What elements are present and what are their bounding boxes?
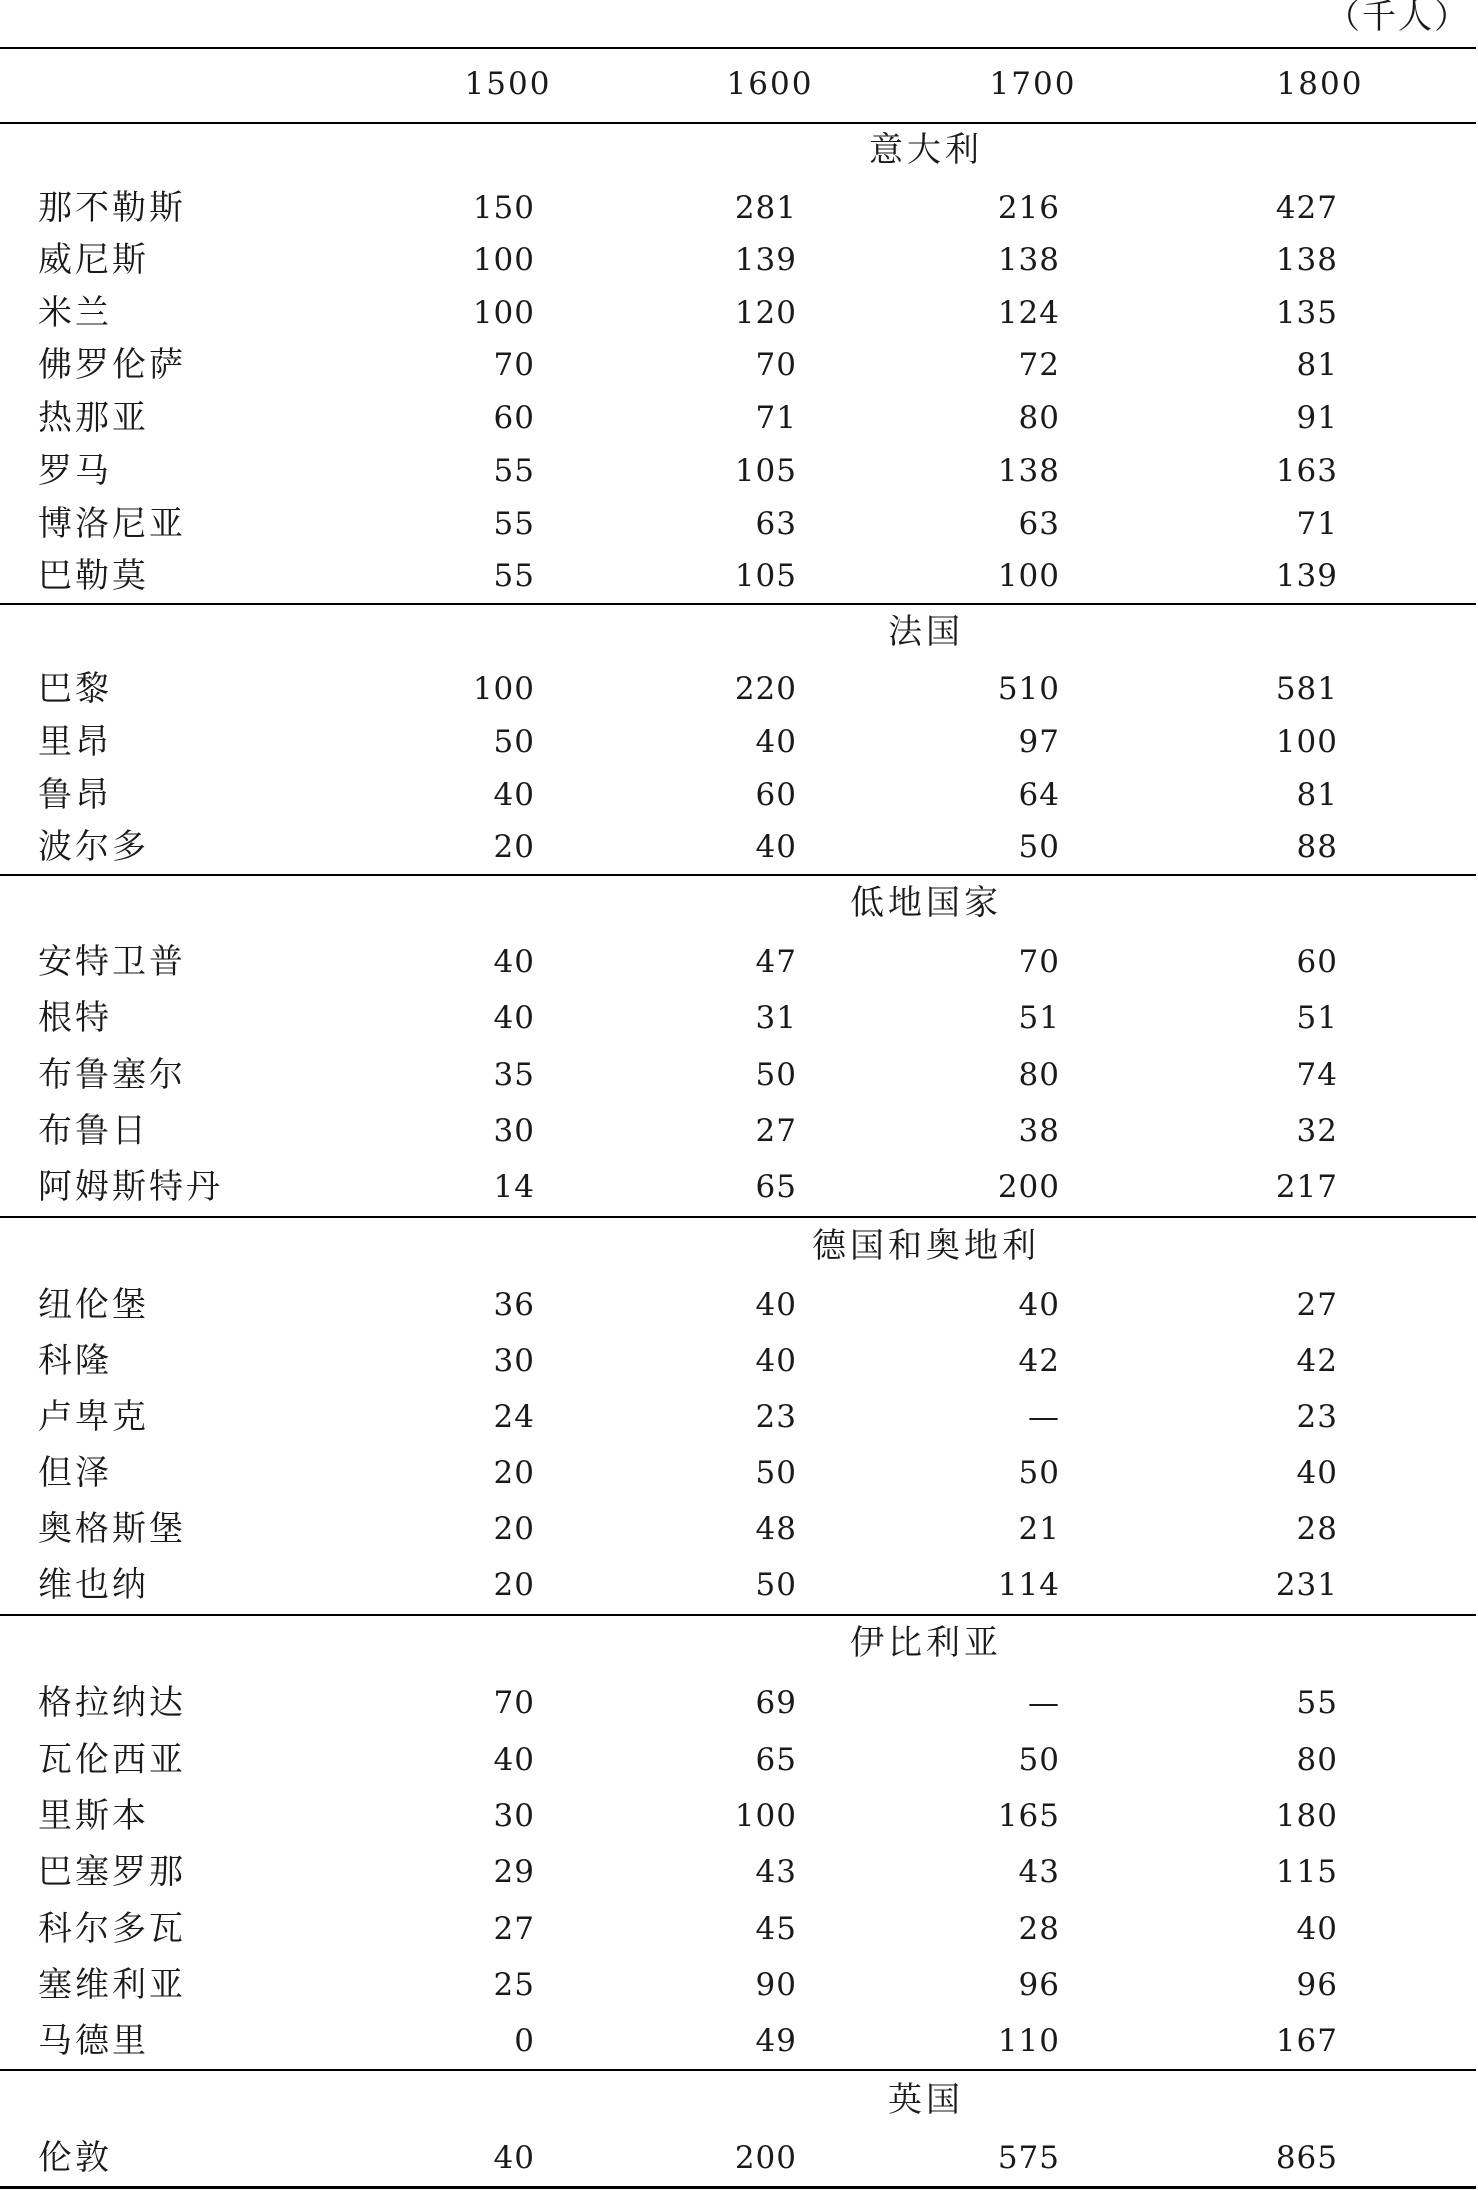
population-value: 96 bbox=[1296, 1967, 1338, 2003]
population-value: 40 bbox=[755, 1287, 797, 1323]
section-heading: 低地国家 bbox=[850, 883, 1002, 923]
column-header: 1600 bbox=[726, 66, 814, 102]
population-value: 97 bbox=[1018, 724, 1060, 760]
population-value: 38 bbox=[1018, 1113, 1060, 1149]
section-heading: 德国和奥地利 bbox=[812, 1226, 1040, 1266]
population-value: 74 bbox=[1296, 1057, 1338, 1093]
population-value: 60 bbox=[1296, 944, 1338, 980]
population-value: 30 bbox=[493, 1113, 535, 1149]
population-value: 150 bbox=[472, 190, 535, 226]
population-value: 45 bbox=[755, 1911, 797, 1947]
population-value: 55 bbox=[1296, 1685, 1338, 1721]
population-value: 120 bbox=[734, 295, 797, 331]
population-value: 100 bbox=[997, 558, 1060, 594]
population-value: 0 bbox=[514, 2023, 535, 2059]
table-rule bbox=[0, 603, 1476, 605]
population-value: 36 bbox=[493, 1287, 535, 1323]
column-header: 1700 bbox=[989, 66, 1077, 102]
population-value: 28 bbox=[1018, 1911, 1060, 1947]
city-name: 科尔多瓦 bbox=[38, 1909, 186, 1949]
section-heading: 伊比利亚 bbox=[850, 1623, 1002, 1663]
city-name: 巴勒莫 bbox=[38, 556, 149, 596]
city-name: 里昂 bbox=[38, 722, 112, 762]
city-name: 那不勒斯 bbox=[38, 188, 186, 228]
city-name: 威尼斯 bbox=[38, 240, 149, 280]
city-name: 里斯本 bbox=[38, 1796, 149, 1836]
city-name: 卢卑克 bbox=[38, 1397, 149, 1437]
population-value: 25 bbox=[493, 1967, 535, 2003]
population-value: 40 bbox=[1296, 1455, 1338, 1491]
population-value: 40 bbox=[1018, 1287, 1060, 1323]
population-value: 96 bbox=[1018, 1967, 1060, 2003]
city-name: 塞维利亚 bbox=[38, 1965, 186, 2005]
population-value: 60 bbox=[755, 777, 797, 813]
city-name: 罗马 bbox=[38, 451, 112, 491]
population-value: 90 bbox=[755, 1967, 797, 2003]
population-value: 865 bbox=[1275, 2140, 1338, 2176]
population-value: 24 bbox=[493, 1399, 535, 1435]
city-name: 伦敦 bbox=[38, 2138, 112, 2178]
population-value: 50 bbox=[1018, 1742, 1060, 1778]
population-value: 43 bbox=[1018, 1854, 1060, 1890]
population-value: 88 bbox=[1296, 829, 1338, 865]
population-value: 81 bbox=[1296, 777, 1338, 813]
population-value: 31 bbox=[755, 1000, 797, 1036]
population-value: 65 bbox=[755, 1742, 797, 1778]
section-heading: 英国 bbox=[888, 2080, 964, 2120]
table-rule bbox=[0, 874, 1476, 876]
column-header: 1500 bbox=[464, 66, 552, 102]
population-value: 220 bbox=[734, 671, 797, 707]
population-value: 14 bbox=[493, 1169, 535, 1205]
city-name: 但泽 bbox=[38, 1453, 112, 1493]
population-value: 91 bbox=[1296, 400, 1338, 436]
population-value: 40 bbox=[493, 944, 535, 980]
population-value: 71 bbox=[1296, 506, 1338, 542]
population-value: 100 bbox=[472, 242, 535, 278]
city-name: 热那亚 bbox=[38, 398, 149, 438]
population-value: 138 bbox=[1275, 242, 1338, 278]
population-value: 69 bbox=[755, 1685, 797, 1721]
population-value: 135 bbox=[1275, 295, 1338, 331]
population-value: 51 bbox=[1296, 1000, 1338, 1036]
population-value: 63 bbox=[755, 506, 797, 542]
population-value: 114 bbox=[997, 1567, 1060, 1603]
population-value: 510 bbox=[997, 671, 1060, 707]
population-value: 40 bbox=[493, 1742, 535, 1778]
table-rule bbox=[0, 1216, 1476, 1218]
population-value: 100 bbox=[1275, 724, 1338, 760]
section-heading: 法国 bbox=[888, 612, 964, 652]
population-value: 43 bbox=[755, 1854, 797, 1890]
city-name: 马德里 bbox=[38, 2021, 149, 2061]
population-value: 27 bbox=[493, 1911, 535, 1947]
population-value: 50 bbox=[755, 1567, 797, 1603]
population-value: 40 bbox=[1296, 1911, 1338, 1947]
city-name: 波尔多 bbox=[38, 827, 149, 867]
population-value: 105 bbox=[734, 558, 797, 594]
section-heading: 意大利 bbox=[869, 130, 983, 170]
population-value: 30 bbox=[493, 1798, 535, 1834]
city-name: 博洛尼亚 bbox=[38, 504, 186, 544]
population-value: 40 bbox=[755, 829, 797, 865]
population-value: 60 bbox=[493, 400, 535, 436]
population-value: 100 bbox=[734, 1798, 797, 1834]
population-value: 65 bbox=[755, 1169, 797, 1205]
population-value: 55 bbox=[493, 506, 535, 542]
population-value: 35 bbox=[493, 1057, 535, 1093]
population-value: 110 bbox=[997, 2023, 1060, 2059]
population-value: 40 bbox=[755, 1343, 797, 1379]
population-value: 71 bbox=[755, 400, 797, 436]
population-value: 50 bbox=[755, 1057, 797, 1093]
population-value: 80 bbox=[1018, 1057, 1060, 1093]
population-value: 180 bbox=[1275, 1798, 1338, 1834]
population-value: 70 bbox=[493, 347, 535, 383]
table-rule bbox=[0, 122, 1476, 124]
city-name: 维也纳 bbox=[38, 1565, 149, 1605]
city-name: 格拉纳达 bbox=[38, 1683, 186, 1723]
city-name: 巴黎 bbox=[38, 669, 112, 709]
unit-label: （千人） bbox=[1326, 0, 1470, 37]
population-value: 40 bbox=[755, 724, 797, 760]
population-value: 51 bbox=[1018, 1000, 1060, 1036]
population-value: 200 bbox=[734, 2140, 797, 2176]
population-value: 23 bbox=[1296, 1399, 1338, 1435]
city-name: 根特 bbox=[38, 998, 112, 1038]
population-value: 200 bbox=[997, 1169, 1060, 1205]
population-value: 72 bbox=[1018, 347, 1060, 383]
city-name: 阿姆斯特丹 bbox=[38, 1167, 223, 1207]
table-rule bbox=[0, 2069, 1476, 2071]
population-value: — bbox=[1028, 1685, 1060, 1721]
population-value: 49 bbox=[755, 2023, 797, 2059]
table-rule bbox=[0, 47, 1476, 49]
population-value: 167 bbox=[1275, 2023, 1338, 2059]
city-name: 巴塞罗那 bbox=[38, 1852, 186, 1892]
population-value: 50 bbox=[1018, 1455, 1060, 1491]
population-value: 20 bbox=[493, 1511, 535, 1547]
population-value: 70 bbox=[493, 1685, 535, 1721]
population-value: 70 bbox=[1018, 944, 1060, 980]
population-value: 23 bbox=[755, 1399, 797, 1435]
population-value: 42 bbox=[1296, 1343, 1338, 1379]
population-value: 100 bbox=[472, 671, 535, 707]
population-value: 138 bbox=[997, 242, 1060, 278]
city-name: 瓦伦西亚 bbox=[38, 1740, 186, 1780]
population-value: 124 bbox=[997, 295, 1060, 331]
population-value: 138 bbox=[997, 453, 1060, 489]
population-value: 217 bbox=[1275, 1169, 1338, 1205]
population-value: 427 bbox=[1275, 190, 1338, 226]
city-name: 安特卫普 bbox=[38, 942, 186, 982]
population-value: 47 bbox=[755, 944, 797, 980]
table-rule bbox=[0, 1614, 1476, 1616]
city-name: 奥格斯堡 bbox=[38, 1509, 186, 1549]
population-value: 55 bbox=[493, 558, 535, 594]
population-value: 29 bbox=[493, 1854, 535, 1890]
population-value: 581 bbox=[1275, 671, 1338, 707]
population-value: 63 bbox=[1018, 506, 1060, 542]
population-value: 28 bbox=[1296, 1511, 1338, 1547]
population-value: 20 bbox=[493, 1455, 535, 1491]
population-value: 42 bbox=[1018, 1343, 1060, 1379]
city-name: 米兰 bbox=[38, 293, 112, 333]
population-value: 80 bbox=[1296, 1742, 1338, 1778]
population-value: 27 bbox=[755, 1113, 797, 1149]
population-value: 40 bbox=[493, 1000, 535, 1036]
column-header: 1800 bbox=[1276, 66, 1364, 102]
population-value: 20 bbox=[493, 1567, 535, 1603]
population-value: 575 bbox=[997, 2140, 1060, 2176]
city-name: 布鲁塞尔 bbox=[38, 1055, 186, 1095]
population-value: 70 bbox=[755, 347, 797, 383]
population-value: 105 bbox=[734, 453, 797, 489]
city-name: 纽伦堡 bbox=[38, 1285, 149, 1325]
population-value: — bbox=[1028, 1399, 1060, 1435]
population-value: 40 bbox=[493, 777, 535, 813]
population-value: 81 bbox=[1296, 347, 1338, 383]
population-value: 20 bbox=[493, 829, 535, 865]
population-value: 55 bbox=[493, 453, 535, 489]
population-value: 32 bbox=[1296, 1113, 1338, 1149]
city-name: 佛罗伦萨 bbox=[38, 345, 186, 385]
population-value: 231 bbox=[1275, 1567, 1338, 1603]
population-value: 40 bbox=[493, 2140, 535, 2176]
city-name: 科隆 bbox=[38, 1341, 112, 1381]
population-value: 100 bbox=[472, 295, 535, 331]
population-value: 163 bbox=[1275, 453, 1338, 489]
population-value: 48 bbox=[755, 1511, 797, 1547]
population-value: 50 bbox=[493, 724, 535, 760]
population-value: 80 bbox=[1018, 400, 1060, 436]
population-value: 115 bbox=[1275, 1854, 1338, 1890]
population-value: 21 bbox=[1018, 1511, 1060, 1547]
population-value: 30 bbox=[493, 1343, 535, 1379]
population-value: 139 bbox=[734, 242, 797, 278]
city-name: 鲁昂 bbox=[38, 775, 112, 815]
population-value: 50 bbox=[1018, 829, 1060, 865]
population-value: 139 bbox=[1275, 558, 1338, 594]
population-value: 216 bbox=[997, 190, 1060, 226]
population-value: 27 bbox=[1296, 1287, 1338, 1323]
population-value: 64 bbox=[1018, 777, 1060, 813]
table-rule bbox=[0, 2186, 1476, 2189]
population-value: 165 bbox=[997, 1798, 1060, 1834]
population-value: 50 bbox=[755, 1455, 797, 1491]
population-value: 281 bbox=[734, 190, 797, 226]
city-name: 布鲁日 bbox=[38, 1111, 149, 1151]
